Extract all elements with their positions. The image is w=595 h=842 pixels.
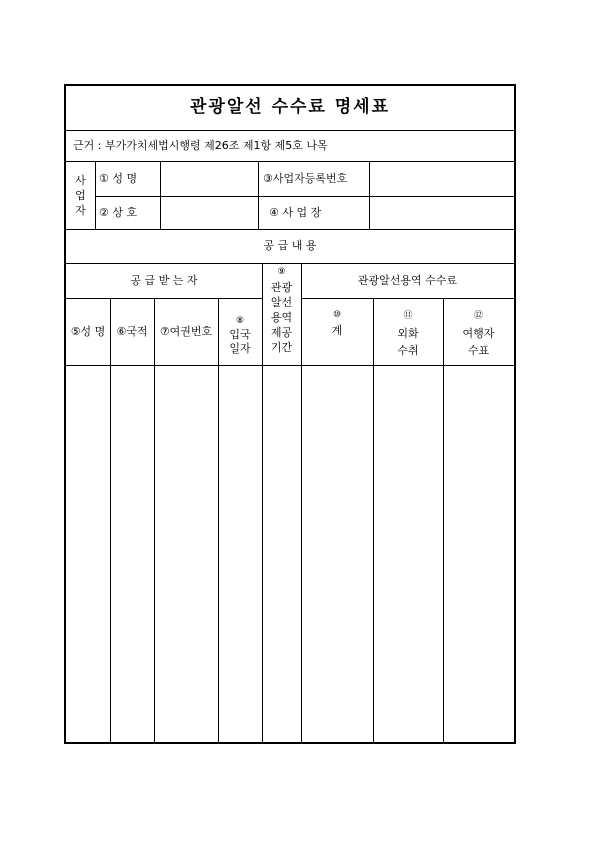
name-label: ① 성 명 xyxy=(99,172,138,185)
trade-name-label: ② 상 호 xyxy=(99,206,138,219)
supply-receiver-header: 공 급 받 는 자 xyxy=(130,274,198,287)
col-entry-date: ⑧ 입국 일자 xyxy=(229,316,251,355)
divider-line xyxy=(66,161,514,162)
divider-line xyxy=(160,161,161,229)
form-title: 관광알선 수수료 명세표 xyxy=(189,97,391,117)
divider-line xyxy=(218,298,219,742)
legal-basis: 근거 : 부가가치세법시행령 제26조 제1항 제5호 나목 xyxy=(73,139,328,152)
col-travelers-check: ⑫ 여행자 수표 xyxy=(462,311,495,357)
col-name: ⑤성 명 xyxy=(70,325,106,338)
col-foreign-currency: ⑪ 외화 수취 xyxy=(397,311,419,357)
fee-statement-form xyxy=(64,84,516,744)
divider-line xyxy=(66,130,514,131)
business-operator-label: 사 업 자 xyxy=(75,174,86,217)
divider-line xyxy=(258,161,259,229)
divider-line xyxy=(369,161,370,229)
fee-header: 관광알선용역 수수료 xyxy=(357,274,458,287)
supply-details-header: 공 급 내 용 xyxy=(263,239,317,252)
col-nationality: ⑥국적 xyxy=(116,325,148,338)
divider-line xyxy=(443,298,444,742)
divider-line xyxy=(66,298,262,299)
divider-line xyxy=(95,161,96,229)
divider-line xyxy=(154,298,155,742)
col-service-period: ⑨ 관광 알선 용역 제공 기간 xyxy=(270,267,293,354)
business-place-label: ④ 사 업 장 xyxy=(269,206,322,219)
divider-line xyxy=(95,196,514,197)
divider-line xyxy=(373,298,374,742)
divider-line xyxy=(110,298,111,742)
registration-number-label: ③사업자등록번호 xyxy=(263,172,348,185)
col-passport-number: ⑦여권번호 xyxy=(159,325,213,338)
divider-line xyxy=(301,298,514,299)
divider-line xyxy=(66,229,514,230)
col-total: ⑩ 계 xyxy=(331,310,343,337)
divider-line xyxy=(66,263,514,264)
divider-line xyxy=(66,365,514,366)
